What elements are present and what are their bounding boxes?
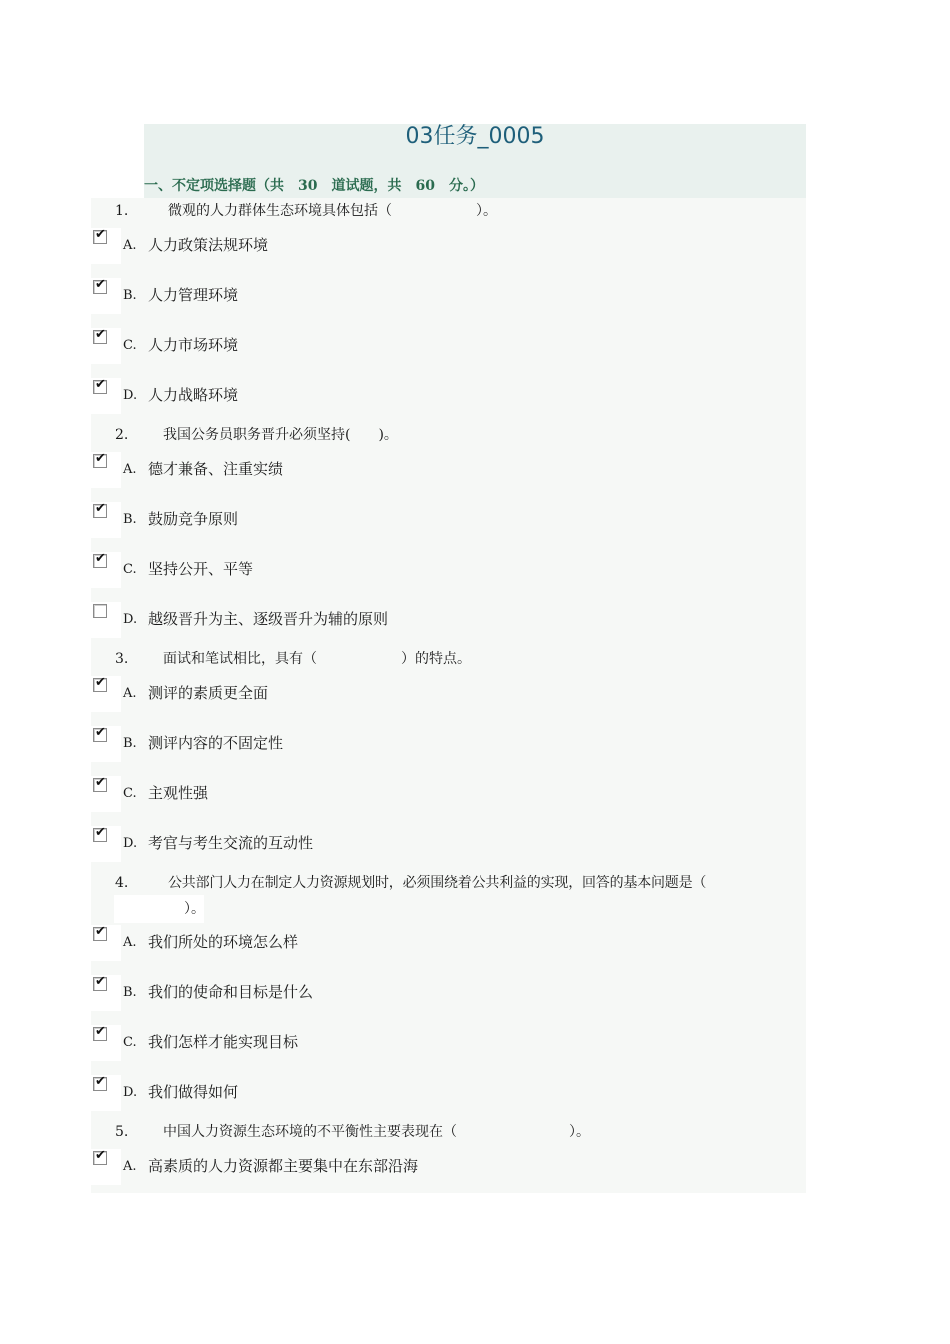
check-icon: ✔ [95, 775, 106, 790]
option-text: 测评的素质更全面 [148, 684, 269, 702]
option-text: 测评内容的不固定性 [148, 734, 284, 752]
option-row [91, 975, 806, 1015]
check-icon: ✔ [95, 1024, 106, 1039]
option-text: 我们怎样才能实现目标 [148, 1033, 299, 1051]
checkbox[interactable] [93, 604, 107, 618]
option-letter: D. [123, 1085, 138, 1100]
option-letter: B. [123, 512, 137, 527]
check-icon: ✔ [95, 327, 106, 342]
option-row [91, 278, 806, 318]
check-icon: ✔ [95, 501, 106, 516]
option-text: 坚持公开、平等 [148, 560, 254, 578]
question-number: 5. [115, 1124, 129, 1140]
option-letter: A. [123, 462, 137, 477]
option-row [91, 676, 806, 716]
checkbox[interactable] [93, 775, 107, 792]
option-text: 人力市场环境 [148, 336, 239, 354]
option-row [91, 726, 806, 766]
check-icon: ✔ [95, 551, 106, 566]
check-icon: ✔ [95, 277, 106, 292]
question-text: 公共部门人力在制定人力资源规划时，必须围绕着公共利益的实现，回答的基本问题是（ [168, 875, 707, 891]
question-text: 我国公务员职务晋升必须坚持( )。 [163, 427, 398, 443]
option-letter: C. [123, 562, 137, 577]
question-text-continued: ）。 [114, 895, 204, 923]
option-letter: A. [123, 238, 137, 253]
question-text: 中国人力资源生态环境的不平衡性主要表现在（ ）。 [163, 1124, 590, 1140]
option-row [91, 1025, 806, 1065]
option-letter: B. [123, 288, 137, 303]
option-row [91, 925, 806, 965]
check-icon: ✔ [95, 825, 106, 840]
checkbox[interactable] [93, 725, 107, 742]
option-letter: C. [123, 1035, 137, 1050]
option-letter: D. [123, 388, 138, 403]
checkbox[interactable] [93, 924, 107, 941]
check-icon: ✔ [95, 227, 106, 242]
option-row [91, 1149, 806, 1189]
option-row [91, 826, 806, 866]
option-row [91, 1075, 806, 1115]
option-row [91, 228, 806, 268]
checkbox[interactable] [93, 377, 107, 394]
option-letter: A. [123, 1159, 137, 1174]
option-letter: D. [123, 836, 138, 851]
option-text: 人力管理环境 [148, 286, 239, 304]
checkbox[interactable] [93, 551, 107, 568]
option-row [91, 502, 806, 542]
option-row [91, 452, 806, 492]
page-title: 03任务_0005 [405, 124, 545, 149]
option-row [91, 328, 806, 368]
option-text: 鼓励竞争原则 [148, 510, 239, 528]
question-text: 面试和笔试相比，具有（ ）的特点。 [163, 651, 471, 667]
checkbox[interactable] [93, 227, 107, 244]
option-text: 德才兼备、注重实绩 [148, 460, 284, 478]
check-icon: ✔ [95, 377, 106, 392]
option-text: 高素质的人力资源都主要集中在东部沿海 [148, 1157, 419, 1175]
option-letter: D. [123, 612, 138, 627]
checkbox[interactable] [93, 974, 107, 991]
check-icon: ✔ [95, 725, 106, 740]
check-icon: ✔ [95, 1074, 106, 1089]
option-text: 我们所处的环境怎么样 [148, 933, 299, 951]
question-number: 3. [115, 651, 129, 667]
section-heading: 一、不定项选择题（共 30 道试题，共 60 分。） [144, 178, 484, 194]
checkbox[interactable] [93, 1074, 107, 1091]
checkbox[interactable] [93, 501, 107, 518]
question-number: 2. [115, 427, 129, 443]
question-number: 4. [115, 875, 129, 891]
option-letter: B. [123, 736, 137, 751]
question-text: 微观的人力群体生态环境具体包括（ ）。 [168, 203, 497, 219]
option-letter: A. [123, 935, 137, 950]
option-text: 主观性强 [148, 784, 209, 802]
option-text: 考官与考生交流的互动性 [148, 834, 314, 852]
option-letter: A. [123, 686, 137, 701]
option-letter: C. [123, 338, 137, 353]
option-letter: B. [123, 985, 137, 1000]
option-row [91, 776, 806, 816]
checkbox[interactable] [93, 327, 107, 344]
checkbox[interactable] [93, 675, 107, 692]
check-icon: ✔ [95, 451, 106, 466]
checkbox[interactable] [93, 451, 107, 468]
checkbox[interactable] [93, 1148, 107, 1165]
option-text: 我们做得如何 [148, 1083, 239, 1101]
option-row [91, 378, 806, 418]
question-number: 1. [115, 203, 129, 219]
option-text: 人力战略环境 [148, 386, 239, 404]
option-text: 我们的使命和目标是什么 [148, 983, 314, 1001]
option-text: 人力政策法规环境 [148, 236, 269, 254]
checkbox[interactable] [93, 1024, 107, 1041]
check-icon: ✔ [95, 675, 106, 690]
option-letter: C. [123, 786, 137, 801]
option-text: 越级晋升为主、逐级晋升为辅的原则 [148, 610, 389, 628]
check-icon: ✔ [95, 1148, 106, 1163]
option-row [91, 552, 806, 592]
check-icon: ✔ [95, 924, 106, 939]
check-icon: ✔ [95, 974, 106, 989]
option-row [91, 602, 806, 642]
checkbox[interactable] [93, 825, 107, 842]
checkbox[interactable] [93, 277, 107, 294]
